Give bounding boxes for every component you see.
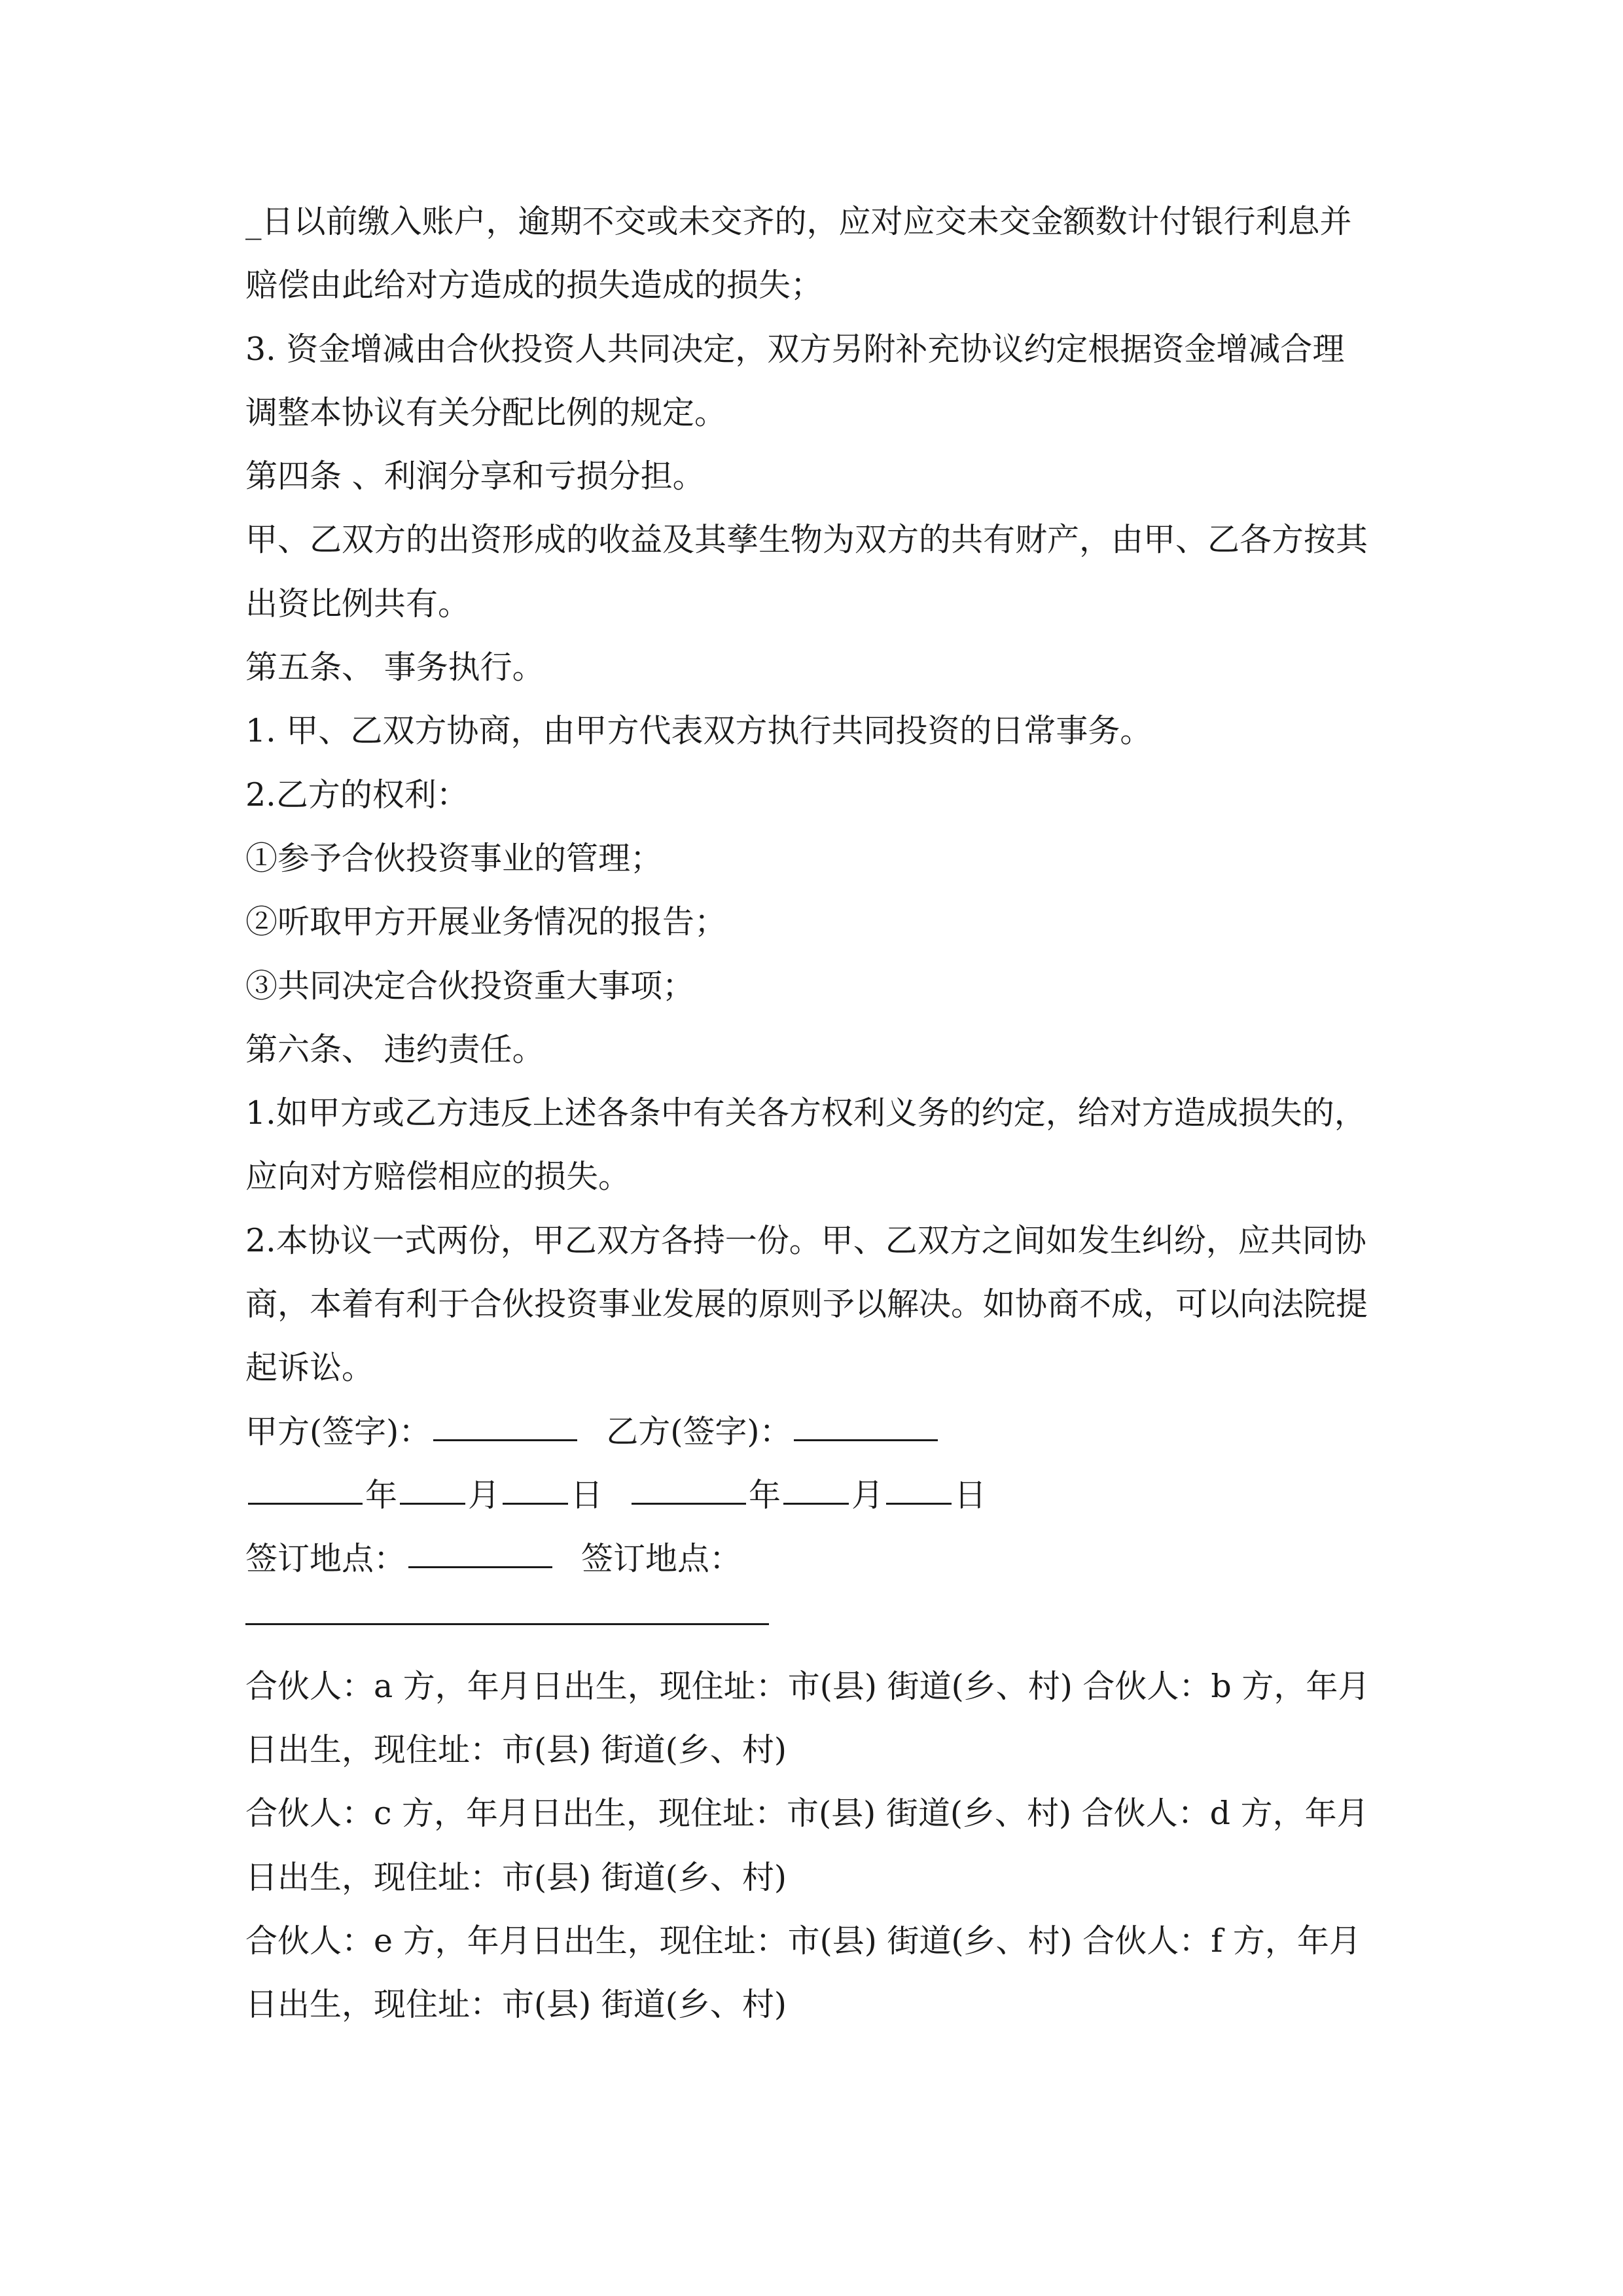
- date-line: [245, 1463, 1397, 1527]
- paragraph-line: 1.如甲方或乙方违反上述各条中有关各方权利义务的约定，给对方造成损失的，: [245, 1094, 1366, 1132]
- separator-line: [245, 1623, 769, 1625]
- paragraph-line: 商，本着有利于合伙投资事业发展的原则予以解决。如协商不成，可以向法院提: [245, 1285, 1368, 1323]
- paragraph-line: 1. 甲、乙双方协商，由甲方代表双方执行共同投资的日常事务。: [245, 712, 1152, 750]
- place-line: [245, 1527, 1397, 1590]
- place-label-2: 签订地点：: [581, 1540, 742, 1578]
- section-heading: 第五条、 事务执行。: [245, 649, 544, 687]
- day-label: 日: [571, 1476, 603, 1514]
- party-b-signature-blank[interactable]: [794, 1400, 938, 1441]
- paragraph-line: 赔偿由此给对方造成的损失造成的损失；: [245, 266, 823, 304]
- party-a-day-blank[interactable]: [503, 1463, 568, 1505]
- partner-line: 合伙人：a 方，年月日出生，现住址：市(县) 街道(乡、村) 合伙人：b 方，年月: [245, 1667, 1370, 1705]
- place-label: 签订地点：: [245, 1540, 406, 1578]
- party-b-day-blank[interactable]: [886, 1463, 952, 1505]
- partner-line: 合伙人：c 方，年月日出生，现住址：市(县) 街道(乡、村) 合伙人：d 方，年月: [245, 1795, 1369, 1833]
- paragraph-line: 调整本协议有关分配比例的规定。: [245, 393, 727, 431]
- partner-line: 合伙人：e 方，年月日出生，现住址：市(县) 街道(乡、村) 合伙人：f 方，年月: [245, 1922, 1361, 1960]
- section-heading: 第六条、 违约责任。: [245, 1030, 544, 1068]
- paragraph-line: 出资比例共有。: [245, 584, 471, 622]
- party-a-signature-blank[interactable]: [433, 1400, 577, 1441]
- party-a-year-blank[interactable]: [248, 1463, 363, 1505]
- day-label: 日: [954, 1476, 987, 1514]
- party-a-label: 甲方(签字)：: [245, 1412, 431, 1450]
- paragraph-line: 应向对方赔偿相应的损失。: [245, 1158, 631, 1196]
- list-item: ③共同决定合伙投资重大事项；: [245, 967, 695, 1005]
- year-label: 年: [365, 1476, 398, 1514]
- paragraph-line: 2.乙方的权利：: [245, 776, 469, 814]
- paragraph-line: 起诉讼。: [245, 1349, 374, 1387]
- signature-line: [245, 1400, 1397, 1463]
- partner-line: 日出生，现住址：市(县) 街道(乡、村): [245, 1731, 787, 1769]
- document-body: [245, 190, 1397, 2037]
- place-blank[interactable]: [408, 1527, 552, 1568]
- partner-line: 日出生，现住址：市(县) 街道(乡、村): [245, 1858, 787, 1896]
- partner-line: 日出生，现住址：市(县) 街道(乡、村): [245, 1986, 787, 2024]
- section-heading: 第四条 、利润分享和亏损分担。: [245, 457, 705, 495]
- list-item: ①参予合伙投资事业的管理；: [245, 839, 663, 877]
- paragraph-line: 3. 资金增减由合伙投资人共同决定，双方另附补充协议约定根据资金增减合理: [245, 330, 1345, 368]
- month-label: 月: [468, 1476, 501, 1514]
- party-a-month-blank[interactable]: [400, 1463, 465, 1505]
- year-label: 年: [749, 1476, 781, 1514]
- paragraph-line: 2.本协议一式两份，甲乙双方各持一份。甲、乙双方之间如发生纠纷，应共同协: [245, 1221, 1366, 1259]
- list-item: ②听取甲方开展业务情况的报告；: [245, 903, 727, 941]
- party-b-year-blank[interactable]: [632, 1463, 746, 1505]
- party-b-month-blank[interactable]: [783, 1463, 849, 1505]
- party-b-label: 乙方(签字)：: [606, 1412, 792, 1450]
- paragraph-line: 甲、乙双方的出资形成的收益及其孳生物为双方的共有财产，由甲、乙各方按其: [245, 521, 1368, 559]
- paragraph-line: _日以前缴入账户，逾期不交或未交齐的，应对应交未交金额数计付银行利息并: [245, 203, 1352, 240]
- month-label: 月: [851, 1476, 884, 1514]
